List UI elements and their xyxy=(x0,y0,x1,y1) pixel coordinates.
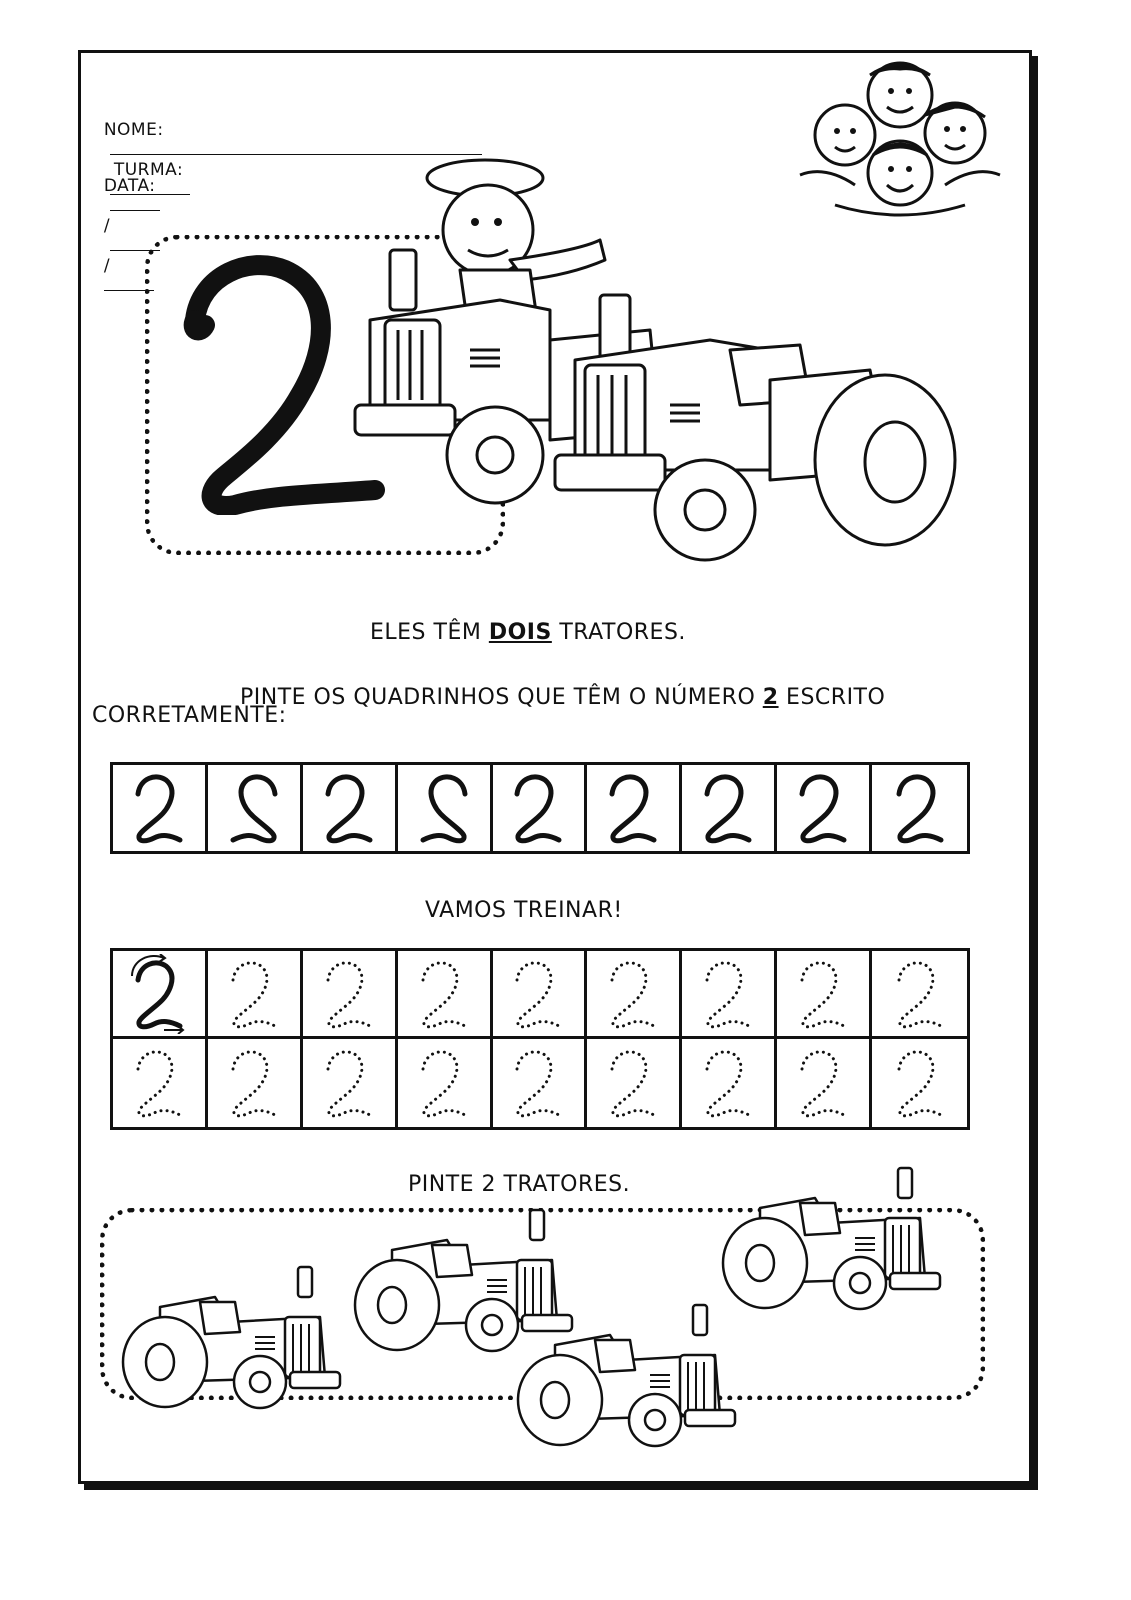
practice-grid xyxy=(110,948,970,1130)
choice-cell[interactable] xyxy=(113,765,208,851)
practice-cell[interactable] xyxy=(398,951,493,1039)
choice-cell[interactable] xyxy=(587,765,682,851)
practice-cell[interactable] xyxy=(208,951,303,1039)
dotted-numeral-2 xyxy=(885,1043,955,1123)
numeral-2 xyxy=(788,768,858,848)
sentence-before: ELES TÊM xyxy=(370,620,489,645)
choice-cell[interactable] xyxy=(777,765,872,851)
tractor-icon[interactable] xyxy=(120,1262,345,1412)
choice-cell[interactable] xyxy=(872,765,967,851)
boy-on-tractors-illustration xyxy=(350,150,960,565)
practice-title: VAMOS TREINAR! xyxy=(425,898,623,923)
dotted-numeral-2 xyxy=(219,1043,289,1123)
dotted-numeral-2 xyxy=(314,954,384,1034)
practice-cell[interactable] xyxy=(303,951,398,1039)
dotted-numeral-2 xyxy=(693,1043,763,1123)
date-separator: / xyxy=(103,256,111,276)
dotted-numeral-2 xyxy=(885,954,955,1034)
practice-cell[interactable] xyxy=(493,1039,588,1127)
dotted-numeral-2 xyxy=(219,954,289,1034)
instruction-line2: CORRETAMENTE: xyxy=(92,703,287,728)
dotted-numeral-2 xyxy=(409,954,479,1034)
numeral-2 xyxy=(885,768,955,848)
numeral-2 xyxy=(598,768,668,848)
practice-cell[interactable] xyxy=(682,1039,777,1127)
tractor-icon[interactable] xyxy=(515,1300,740,1450)
instruction-before: PINTE OS QUADRINHOS QUE TÊM O NÚMERO xyxy=(240,685,763,710)
numeral-2 xyxy=(503,768,573,848)
tractors-task-title: PINTE 2 TRATORES. xyxy=(408,1172,631,1197)
dotted-numeral-2 xyxy=(598,1043,668,1123)
dotted-numeral-2 xyxy=(503,954,573,1034)
practice-cell[interactable] xyxy=(872,951,967,1039)
instruction-number: 2 xyxy=(762,685,779,710)
name-label: NOME: xyxy=(103,120,164,140)
instruction-line1 xyxy=(225,660,885,710)
sentence-after: TRATORES. xyxy=(551,620,686,645)
practice-cell[interactable] xyxy=(587,1039,682,1127)
choice-grid xyxy=(110,762,970,854)
tractor-icon[interactable] xyxy=(720,1163,945,1313)
numeral-2 xyxy=(314,768,384,848)
instruction-after: ESCRITO xyxy=(778,685,886,710)
date-day-line[interactable] xyxy=(110,196,160,211)
guide-numeral-2 xyxy=(124,954,194,1034)
practice-cell[interactable] xyxy=(493,951,588,1039)
mirrored-numeral-2 xyxy=(219,768,289,848)
dotted-numeral-2 xyxy=(788,954,858,1034)
practice-cell[interactable] xyxy=(113,1039,208,1127)
practice-cell[interactable] xyxy=(208,1039,303,1127)
dotted-numeral-2 xyxy=(124,1043,194,1123)
dotted-numeral-2 xyxy=(314,1043,384,1123)
choice-cell[interactable] xyxy=(303,765,398,851)
practice-cell[interactable] xyxy=(777,951,872,1039)
practice-cell[interactable] xyxy=(398,1039,493,1127)
class-label: TURMA: xyxy=(113,160,184,180)
practice-cell[interactable] xyxy=(872,1039,967,1127)
dotted-numeral-2 xyxy=(788,1043,858,1123)
choice-cell[interactable] xyxy=(208,765,303,851)
sentence-emphasis: DOIS xyxy=(488,620,552,645)
numeral-2 xyxy=(693,768,763,848)
choice-cell[interactable] xyxy=(493,765,588,851)
choice-cell[interactable] xyxy=(398,765,493,851)
practice-cell[interactable] xyxy=(587,951,682,1039)
date-label: DATA: xyxy=(103,176,156,196)
practice-cell[interactable] xyxy=(303,1039,398,1127)
practice-cell[interactable] xyxy=(682,951,777,1039)
practice-cell[interactable] xyxy=(777,1039,872,1127)
sentence xyxy=(355,595,686,645)
practice-cell[interactable] xyxy=(113,951,208,1039)
choice-cell[interactable] xyxy=(682,765,777,851)
dotted-numeral-2 xyxy=(503,1043,573,1123)
date-separator: / xyxy=(103,216,111,236)
numeral-2 xyxy=(124,768,194,848)
dotted-numeral-2 xyxy=(598,954,668,1034)
mirrored-numeral-2 xyxy=(409,768,479,848)
dotted-numeral-2 xyxy=(409,1043,479,1123)
dotted-numeral-2 xyxy=(693,954,763,1034)
